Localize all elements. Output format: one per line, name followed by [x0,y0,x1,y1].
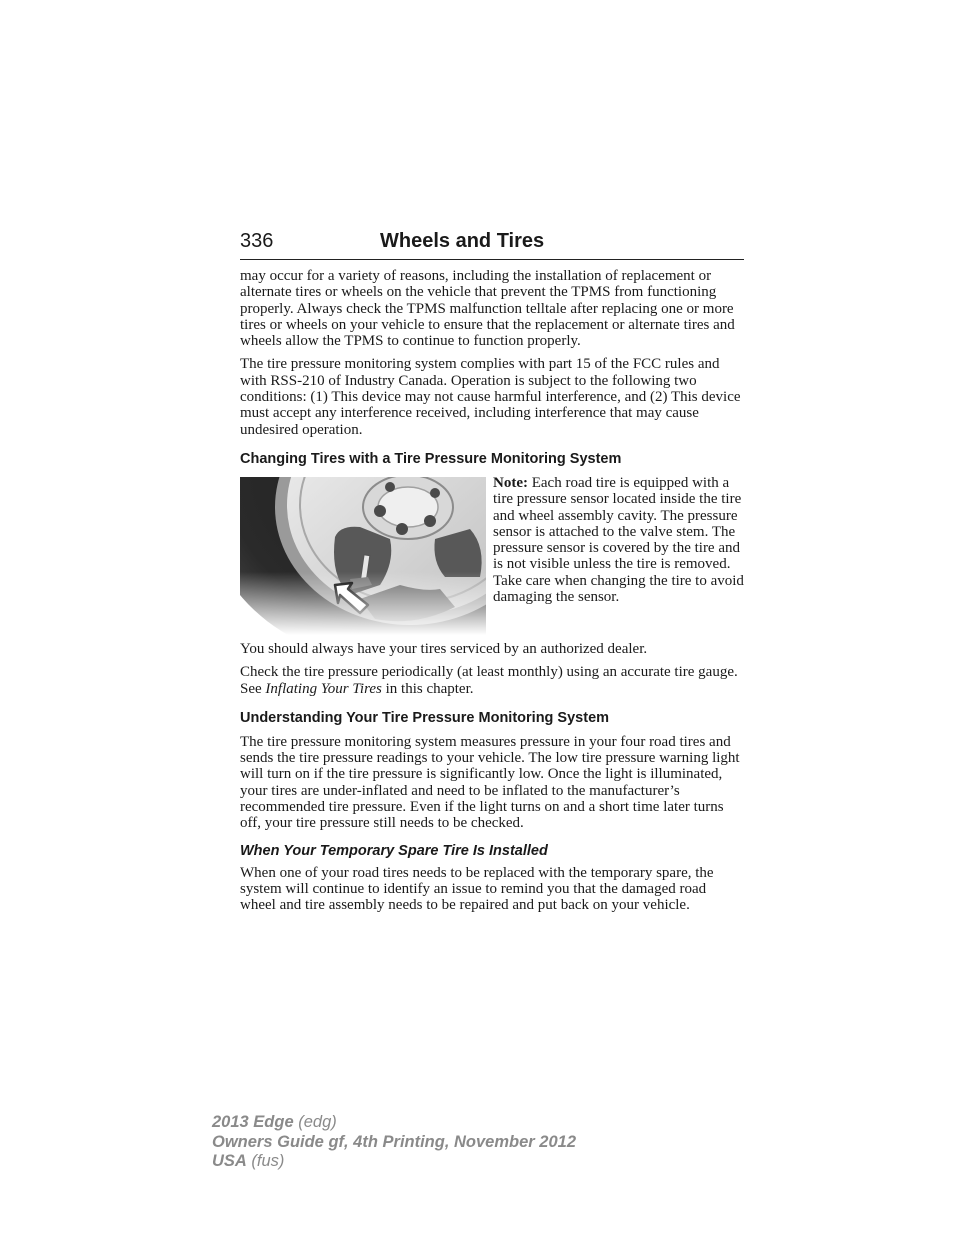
paragraph-tpms-reasons: may occur for a variety of reasons, including the installation of replacement or alternate tires or wheels on the vehicle that prevent the TPMS from functioning properly. Always check the TPMS malfunction telltale after replacing one or more tires or wheels on your vehicle to ensure that the replacement or alternate tires and wheels allow the TPMS to continue to function properly. [240,268,735,350]
footer-model: 2013 Edge [212,1113,294,1131]
note-label: Note: [493,474,528,491]
footer-model-code: (edg) [293,1113,337,1131]
footer-printing: Owners Guide gf, 4th Printing, November 2012 [212,1132,576,1151]
footer-line-region [212,1152,576,1172]
wheel-valve-stem-icon [240,477,486,635]
page-content [240,268,744,921]
heading-temporary-spare: When Your Temporary Spare Tire Is Installed [240,842,548,859]
paragraph-authorized-dealer: You should always have your tires serviced by an authorized dealer. [240,640,648,657]
page-number: 336 [240,230,274,252]
paragraph-tpms-measures: The tire pressure monitoring system measures pressure in your four road tires and sends the tire pressure readings to your vehicle. The low tire pressure warning light will turn on if the tire pressure is significantly low. Once the light is illuminated, your tires are under-inflated and need to be inflated to the manufacturer’s recommended tire pressure. Even if the light turns on and a short time later turns off, your tire pressure still needs to be checked. [240,733,740,832]
footer-region: USA [212,1152,247,1170]
paragraph-fcc-compliance: The tire pressure monitoring system complies with part 15 of the FCC rules and with RSS-210 of Industry Canada. Operation is subject to the following two conditions: (1) This device may not cause harmful interference, and (2) This device must accept any interference received, including interference that may cause undesired operation. [240,356,741,438]
paragraph-check-pressure [240,664,744,697]
note-text: Each road tire is equipped with a tire pressure sensor located inside the tire and wheel assembly cavity. The pressure sensor is attached to the valve stem. The pressure sensor is covered by the tire and is not visible unless the tire is removed. Take care when changing the tire to avoid damaging the sensor. [493,474,744,606]
check-pressure-text: Check the tire pressure periodically (at least monthly) using an accurate tire gauge. See [240,664,738,697]
inflating-tires-reference: Inflating Your Tires [265,680,382,697]
section-title: Wheels and Tires [380,230,545,252]
figure-row [240,475,744,635]
heading-understanding-tpms: Understanding Your Tire Pressure Monitoring System [240,709,610,726]
heading-changing-tires: Changing Tires with a Tire Pressure Monitoring System [240,450,622,467]
footer-line-model [212,1113,576,1133]
note-paragraph [493,475,744,605]
paragraph-spare-installed: When one of your road tires needs to be replaced with the temporary spare, the system will continue to identify an issue to remind you that the damaged road wheel and tire assembly needs to be repaired and put back on your vehicle. [240,864,714,914]
footer-line-printing [212,1133,576,1153]
page-header [240,229,744,260]
footer-region-code: (fus) [246,1152,285,1170]
page-footer [212,1113,576,1172]
tire-sensor-illustration [240,477,486,635]
sensor-note [493,475,744,635]
check-pressure-text-end: in this chapter. [381,680,474,697]
